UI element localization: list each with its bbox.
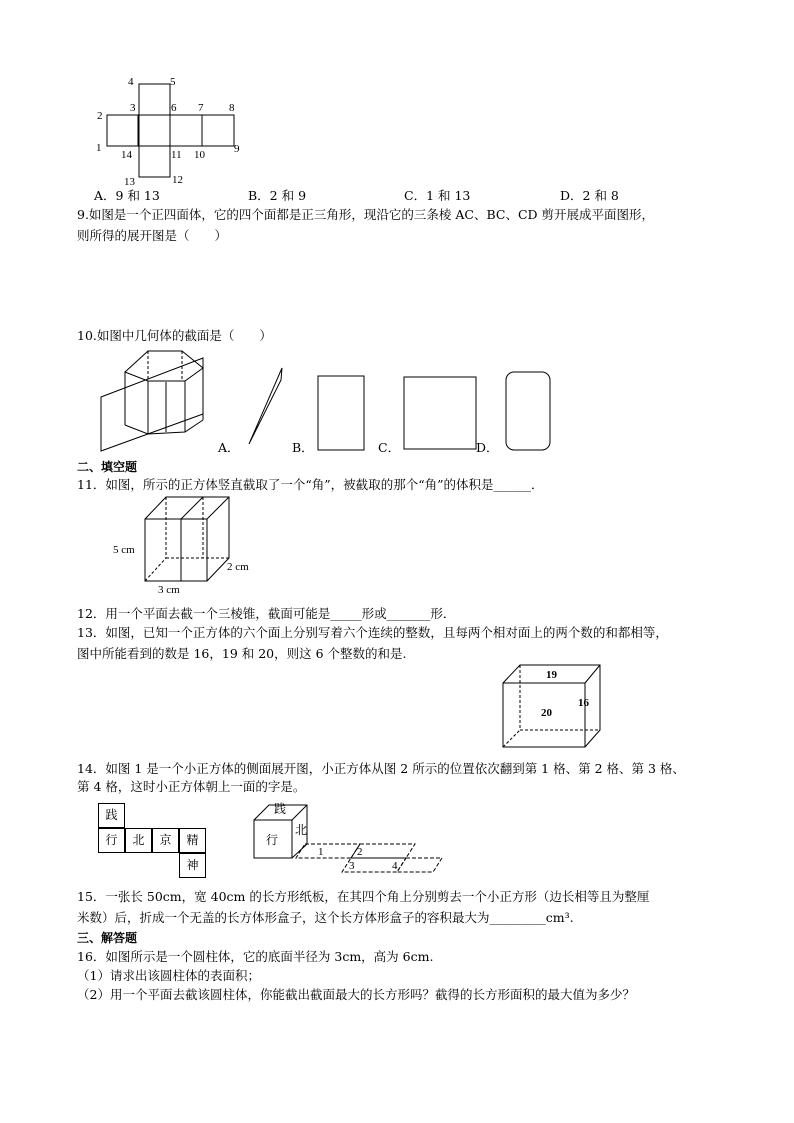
q16-text-line2: （1）请求出该圆柱体的表面积； (77, 968, 260, 983)
q13-text-line2: 图中所能看到的数是 16，19 和 20，则这 6 个整数的和是. (77, 646, 407, 661)
section-2-heading: 二、填空题 (77, 460, 138, 474)
net-vertex-label: 12 (172, 174, 183, 186)
net-vertex-label: 5 (170, 76, 176, 88)
q13-text-line1: 13．如图，已知一个正方体的六个面上分别写着六个连续的整数，且每两个相对面上的两个数的和都相等， (77, 625, 668, 640)
q14-text-line1: 14．如图 1 是一个小正方体的侧面展开图，小正方体从图 2 所示的位置依次翻到第 1 格、第 2 格、第 3 格、 (77, 761, 685, 776)
q10-text: 10.如图中几何体的截面是（ ） (77, 328, 272, 343)
net-vertex-label: 4 (128, 76, 134, 88)
q8-option-d: D．2 和 8 (560, 188, 619, 203)
net-vertex-label: 2 (97, 110, 103, 122)
q16-text-line3: （2）用一个平面去截该圆柱体，你能截出截面最大的长方形吗？截得的长方形面积的最大值为多少？ (77, 987, 635, 1002)
q10-option-b-label: B． (292, 440, 314, 455)
q10-option-a-label: A． (218, 440, 240, 455)
q14-text-line2: 第 4 格，这时小正方体朝上一面的字是。 (77, 779, 306, 794)
q13-front-face-number: 20 (541, 707, 552, 719)
grid-cell-number: 2 (357, 846, 363, 858)
net-vertex-label: 14 (121, 149, 132, 161)
net-vertex-label: 11 (171, 149, 182, 161)
cube-side-face-char: 北 (295, 823, 308, 837)
q12-text: 12．用一个平面去截一个三棱锥，截面可能是_____形或_______形． (77, 606, 456, 621)
net-cell: 神 (179, 853, 206, 878)
net-vertex-label: 9 (234, 143, 240, 155)
cube-top-face-char: 践 (274, 802, 287, 816)
net-vertex-label: 10 (194, 149, 205, 161)
q15-text-line1: 15．一张长 50cm，宽 40cm 的长方形纸板，在其四个角上分别剪去一个小正方形（边长相等且为整厘 (77, 889, 650, 904)
grid-cell-number: 4 (392, 860, 398, 872)
q13-side-face-number: 16 (578, 697, 589, 709)
q15-text-line2: 米数）后，折成一个无盖的长方体形盒子，这个长方体形盒子的容积最大为_________cm³. (77, 910, 574, 925)
q11-height-label: 5 cm (113, 544, 135, 556)
q10-option-c-label: C． (378, 440, 401, 455)
q16-text-line1: 16．如图所示是一个圆柱体，它的底面半径为 3cm，高为 6cm. (77, 949, 434, 964)
net-vertex-label: 1 (96, 142, 102, 154)
q11-text: 11．如图，所示的正方体竖直截取了一个“角”，被截取的那个“角”的体积是______． (77, 477, 544, 492)
section-3-heading: 三、解答题 (77, 931, 138, 945)
net-vertex-label: 13 (124, 176, 135, 188)
net-cell: 精 (179, 828, 206, 853)
net-cell: 行 (98, 828, 125, 853)
net-vertex-label: 7 (198, 102, 204, 114)
q8-option-b: B．2 和 9 (248, 188, 307, 203)
net-cell: 践 (98, 803, 125, 828)
q11-depth-label: 2 cm (227, 561, 249, 573)
q10-option-d-label: D． (476, 440, 499, 455)
q11-width-label: 3 cm (158, 584, 180, 596)
net-cell: 北 (125, 828, 152, 853)
q8-option-c: C．1 和 13 (404, 188, 471, 203)
net-cell: 京 (152, 828, 179, 853)
grid-cell-number: 1 (318, 846, 324, 858)
net-vertex-label: 8 (229, 102, 235, 114)
net-vertex-label: 6 (171, 102, 177, 114)
q13-top-face-number: 19 (546, 669, 557, 681)
q8-option-a: A．9 和 13 (94, 188, 160, 203)
net-vertex-label: 3 (130, 102, 136, 114)
grid-cell-number: 3 (349, 860, 355, 872)
cube-front-face-char: 行 (266, 833, 279, 847)
q9-text-line2: 则所得的展开图是（ ） (77, 228, 228, 243)
q9-text-line1: 9.如图是一个正四面体，它的四个面都是正三角形，现沿它的三条棱 AC、BC、CD 剪开展成平面图形， (77, 207, 655, 222)
